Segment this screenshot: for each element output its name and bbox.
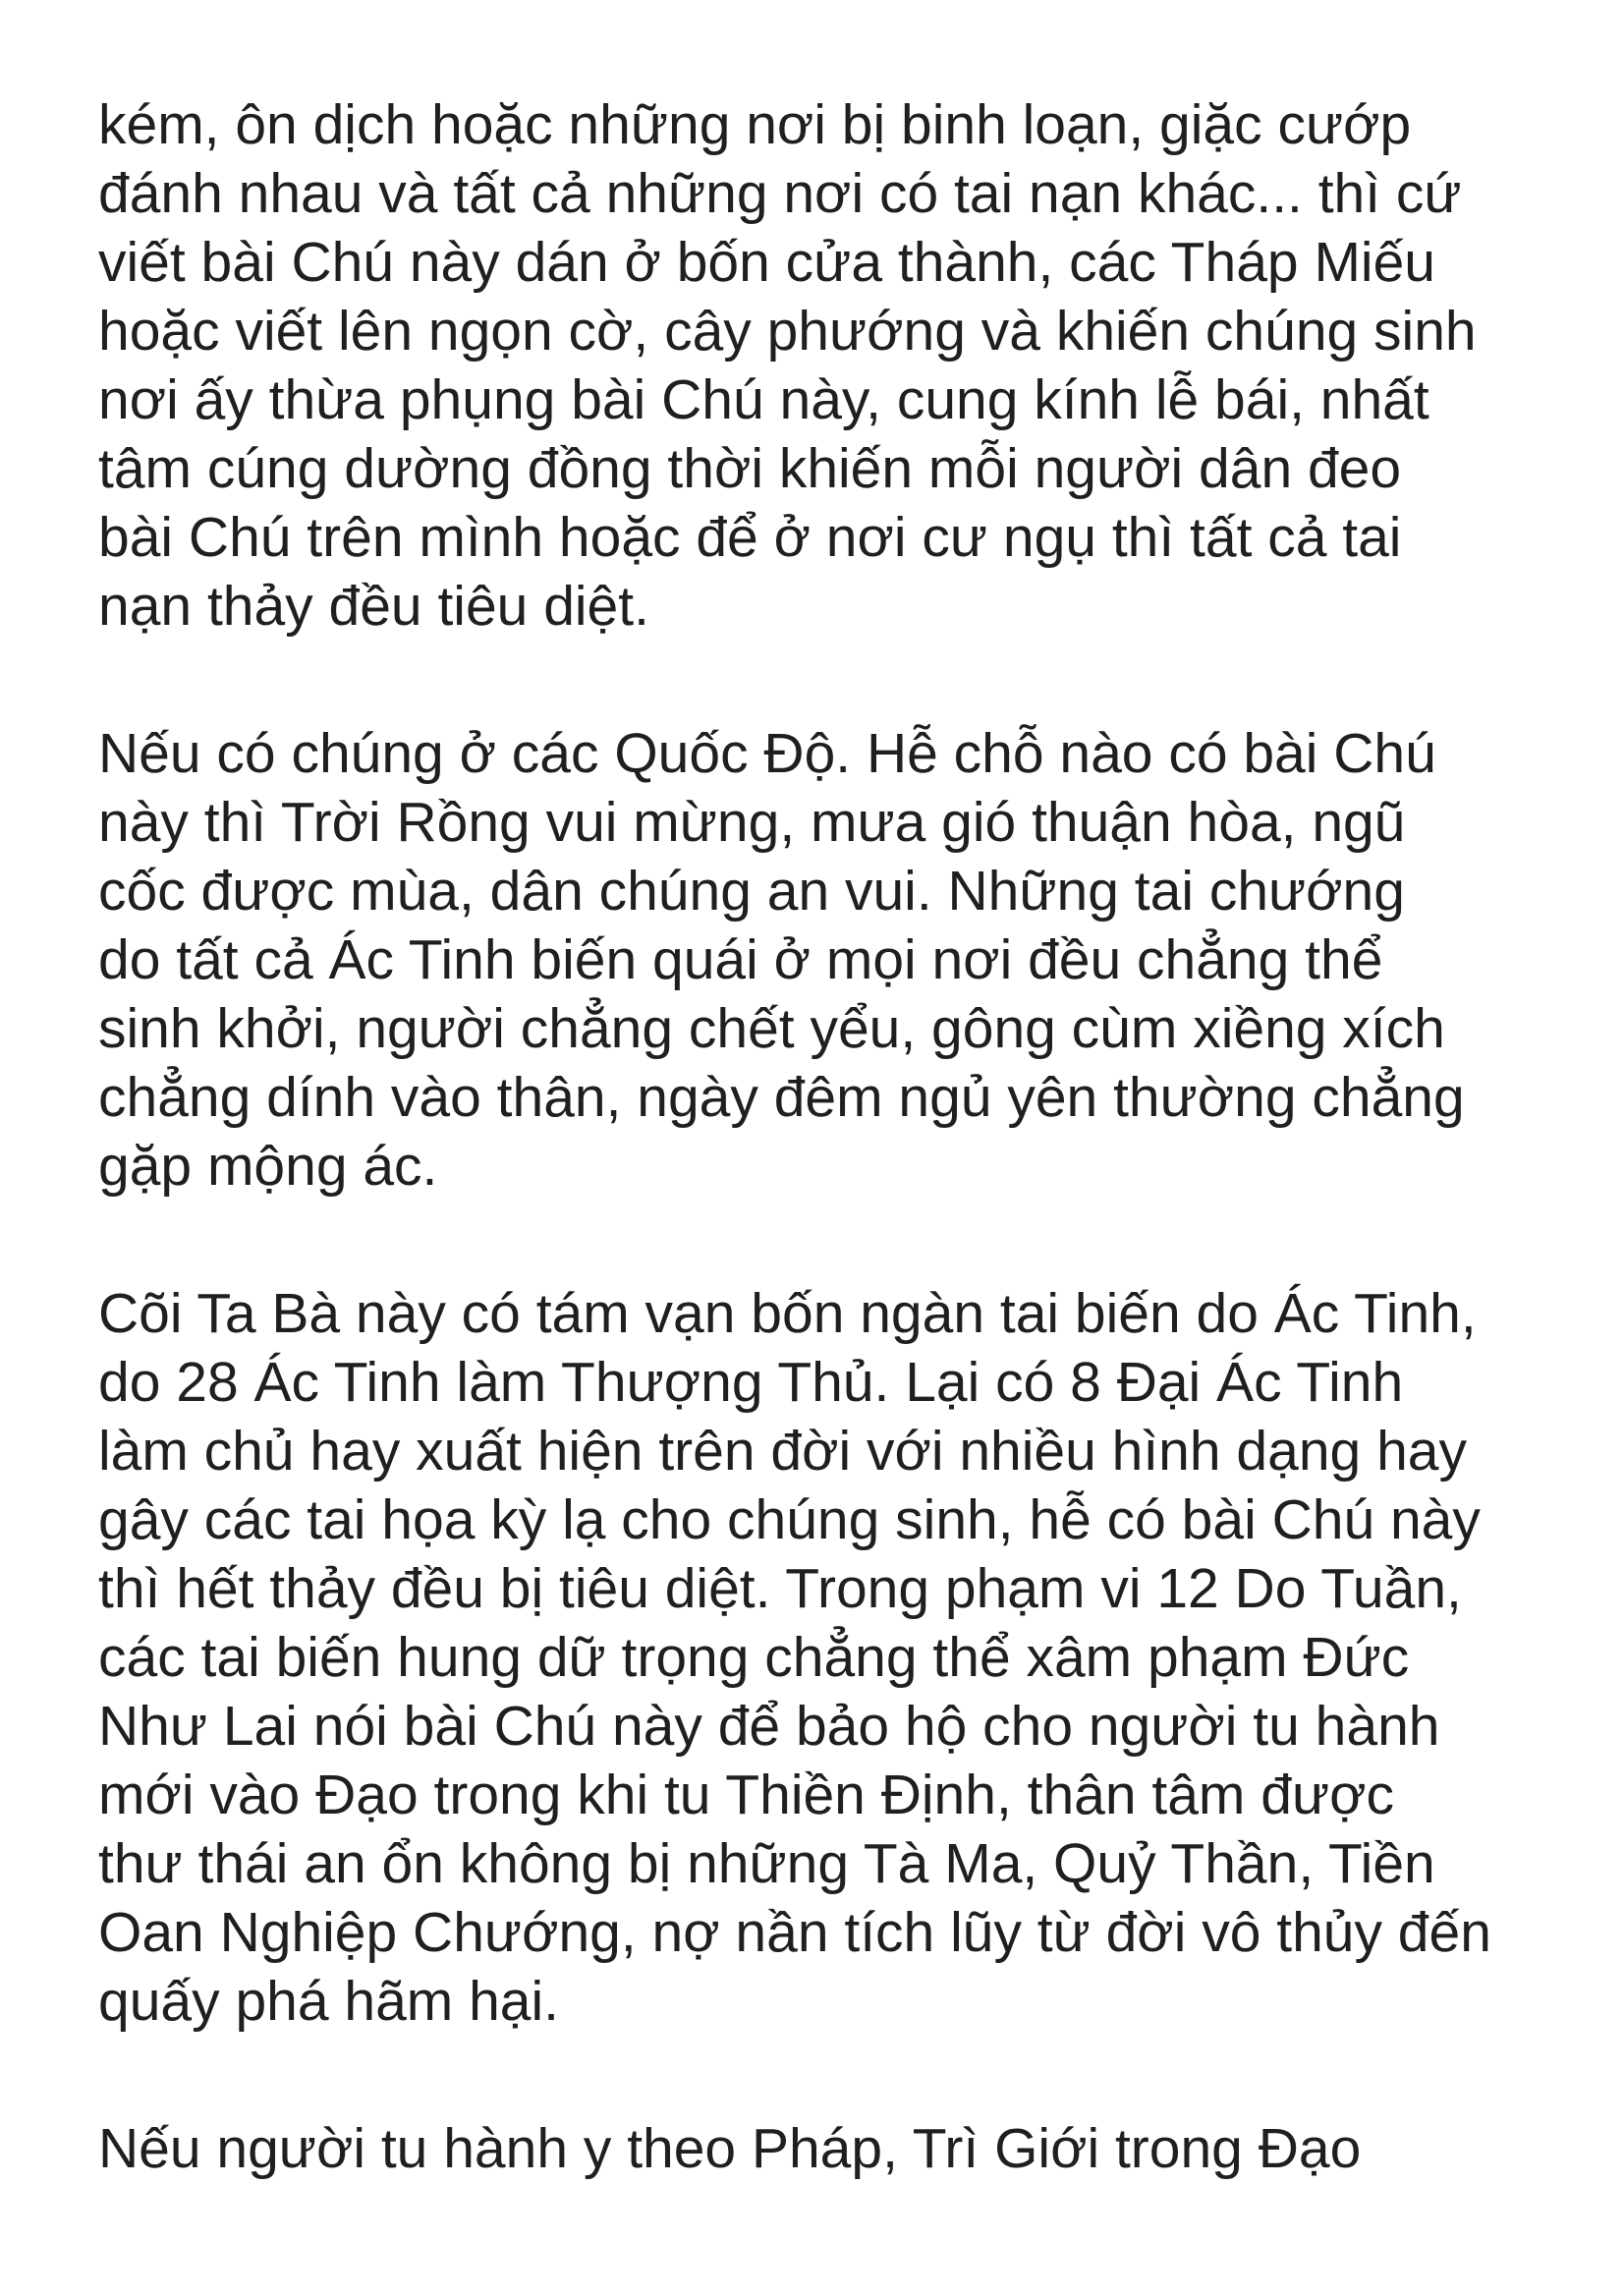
text-line: gây các tai họa kỳ lạ cho chúng sinh, hễ có bài Chú này (98, 1488, 1481, 1551)
text-line: viết bài Chú này dán ở bốn cửa thành, các Tháp Miếu (98, 231, 1435, 294)
paragraph (98, 2114, 1572, 2183)
text-line: nạn thảy đều tiêu diệt. (98, 575, 649, 638)
text-line: kém, ôn dịch hoặc những nơi bị binh loạn, giặc cướp (98, 93, 1412, 156)
text-line: mới vào Đạo trong khi tu Thiền Định, thân tâm được (98, 1764, 1394, 1826)
text-line: Cõi Ta Bà này có tám vạn bốn ngàn tai biến do Ác Tinh, (98, 1282, 1477, 1345)
text-line: chẳng dính vào thân, ngày đêm ngủ yên thường chẳng (98, 1066, 1465, 1129)
text-line: Nếu có chúng ở các Quốc Độ. Hễ chỗ nào có bài Chú (98, 722, 1436, 785)
paragraph (98, 719, 1572, 1201)
text-line: quấy phá hãm hại. (98, 1970, 559, 2033)
text-line: do 28 Ác Tinh làm Thượng Thủ. Lại có 8 Đại Ác Tinh (98, 1351, 1404, 1414)
text-line: tâm cúng dường đồng thời khiến mỗi người dân đeo (98, 437, 1402, 500)
text-line: nơi ấy thừa phụng bài Chú này, cung kính lễ bái, nhất (98, 368, 1429, 431)
text-line: cốc được mùa, dân chúng an vui. Những tai chướng (98, 860, 1405, 923)
text-line: Như Lai nói bài Chú này để bảo hộ cho người tu hành (98, 1695, 1440, 1758)
text-line: này thì Trời Rồng vui mừng, mưa gió thuận hòa, ngũ (98, 791, 1406, 854)
text-line: Nếu người tu hành y theo Pháp, Trì Giới trong Đạo (98, 2117, 1362, 2180)
text-line: bài Chú trên mình hoặc để ở nơi cư ngụ thì tất cả tai (98, 506, 1402, 569)
text-line: gặp mộng ác. (98, 1135, 438, 1198)
paragraph (98, 1279, 1572, 2036)
text-line: thì hết thảy đều bị tiêu diệt. Trong phạm vi 12 Do Tuần, (98, 1557, 1462, 1620)
document-body (98, 90, 1572, 2262)
text-line: thư thái an ổn không bị những Tà Ma, Quỷ Thần, Tiền (98, 1832, 1435, 1895)
text-line: làm chủ hay xuất hiện trên đời với nhiều hình dạng hay (98, 1420, 1467, 1483)
text-line: các tai biến hung dữ trọng chẳng thể xâm phạm Đức (98, 1626, 1410, 1689)
paragraph (98, 90, 1572, 641)
text-line: hoặc viết lên ngọn cờ, cây phướng và khiến chúng sinh (98, 300, 1477, 363)
text-line: do tất cả Ác Tinh biến quái ở mọi nơi đều chẳng thể (98, 928, 1383, 991)
text-line: sinh khởi, người chẳng chết yểu, gông cùm xiềng xích (98, 997, 1445, 1060)
text-line: đánh nhau và tất cả những nơi có tai nạn khác... thì cứ (98, 162, 1462, 225)
text-line: Oan Nghiệp Chướng, nợ nần tích lũy từ đời vô thủy đến (98, 1901, 1491, 1964)
